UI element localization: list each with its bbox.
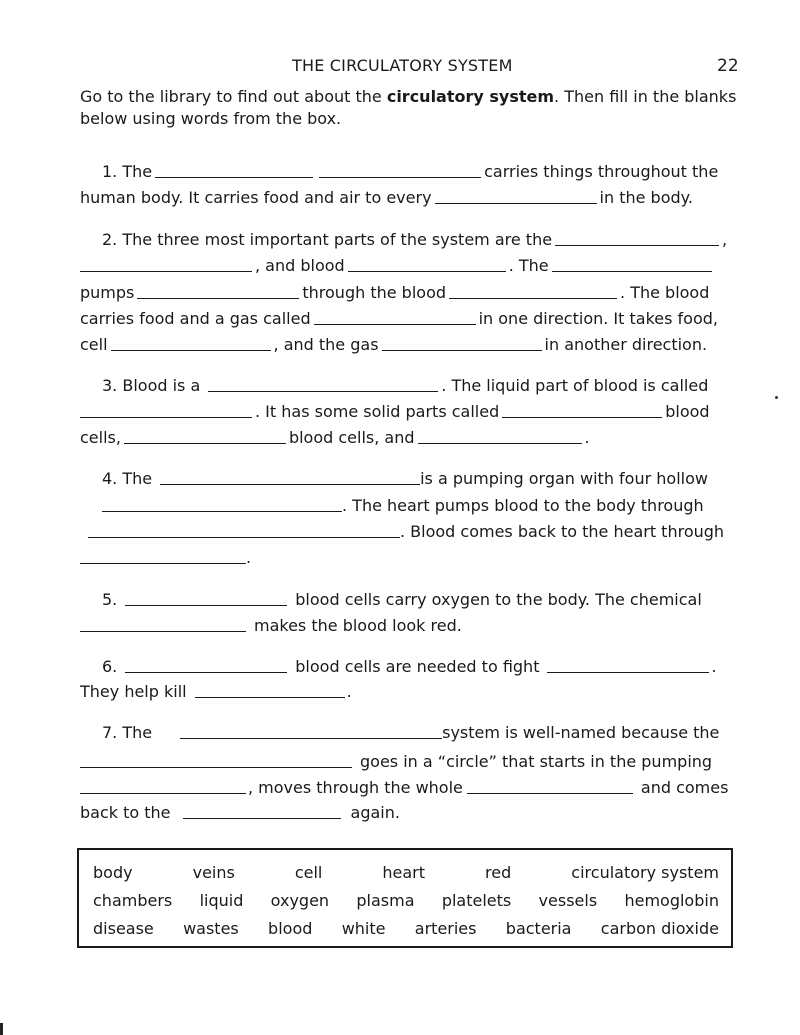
question-6-line-2 xyxy=(80,677,740,701)
answer-blank[interactable] xyxy=(208,375,438,392)
answer-blank[interactable] xyxy=(382,334,542,351)
question-4-line-1 xyxy=(80,464,740,488)
answer-blank[interactable] xyxy=(80,547,246,564)
q6-text: They help kill xyxy=(80,682,187,701)
answer-blank[interactable] xyxy=(467,777,633,794)
q2-text: in another direction. xyxy=(544,335,708,354)
question-1-line-1 xyxy=(80,157,740,181)
word-bank-row-2 xyxy=(93,887,719,913)
q2-text: through the blood xyxy=(302,283,447,302)
word-bank-word: oxygen xyxy=(270,890,330,910)
q2-text: cell xyxy=(80,335,108,354)
q7-text: and comes xyxy=(640,778,729,797)
question-2-line-1 xyxy=(80,225,740,249)
q2-text: , and blood xyxy=(255,256,345,275)
question-2-line-3 xyxy=(80,278,740,302)
page-number: 22 xyxy=(717,56,739,76)
q3-text: blood cells, and xyxy=(288,428,415,447)
q7-text: , moves through the whole xyxy=(248,778,463,797)
word-bank-word: blood xyxy=(268,918,313,938)
answer-blank[interactable] xyxy=(502,401,662,418)
answer-blank[interactable] xyxy=(314,308,476,325)
q5-text: makes the blood look red. xyxy=(254,616,462,635)
answer-blank[interactable] xyxy=(160,468,420,485)
q3-text: . The liquid part of blood is called xyxy=(441,376,709,395)
q2-text: pumps xyxy=(80,283,135,302)
answer-blank[interactable] xyxy=(125,589,287,606)
question-7-line-2 xyxy=(80,747,740,771)
word-bank-word: white xyxy=(341,918,386,938)
question-3-line-1 xyxy=(80,371,740,395)
q3-text: 3. Blood is a xyxy=(102,376,201,395)
answer-blank[interactable] xyxy=(555,229,719,246)
word-bank-word: carbon dioxide xyxy=(600,918,719,938)
instructions-keyword: circulatory system xyxy=(386,87,555,106)
answer-blank[interactable] xyxy=(552,255,712,272)
q3-text: . xyxy=(584,428,590,447)
word-bank-row-3 xyxy=(93,915,719,941)
q6-text: . xyxy=(711,657,717,676)
answer-blank[interactable] xyxy=(183,802,341,819)
q2-text: , xyxy=(722,230,728,249)
question-6-line-1 xyxy=(80,652,740,676)
q2-text: in one direction. It takes food, xyxy=(478,309,718,328)
word-bank-word: plasma xyxy=(356,890,415,910)
q6-text: . xyxy=(346,682,352,701)
word-bank-word: body xyxy=(93,862,133,882)
answer-blank[interactable] xyxy=(180,722,442,739)
answer-blank[interactable] xyxy=(80,751,352,768)
instructions xyxy=(80,86,740,130)
q2-text: . The xyxy=(508,256,549,275)
answer-blank[interactable] xyxy=(137,282,299,299)
q6-text: blood cells are needed to fight xyxy=(295,657,540,676)
word-bank-word: disease xyxy=(93,918,154,938)
scan-speck xyxy=(775,396,778,399)
word-bank-word: wastes xyxy=(183,918,239,938)
question-5-line-2 xyxy=(80,611,740,635)
answer-blank[interactable] xyxy=(319,161,481,178)
q7-text: system is well-named because the xyxy=(442,723,720,742)
answer-blank[interactable] xyxy=(111,334,271,351)
instructions-text-end: . Then fill in the blanks below using words from the box. xyxy=(80,87,737,128)
q1-text: human body. It carries food and air to every xyxy=(80,188,432,207)
word-bank-row-1 xyxy=(93,859,719,885)
q2-text: 2. The three most important parts of the system are the xyxy=(102,230,553,249)
q2-text: , and the gas xyxy=(273,335,379,354)
answer-blank[interactable] xyxy=(102,495,342,512)
q4-text: is a pumping organ with four hollow xyxy=(420,469,708,488)
question-1-line-2 xyxy=(80,183,740,207)
answer-blank[interactable] xyxy=(195,681,345,698)
answer-blank[interactable] xyxy=(125,656,287,673)
word-bank-word: veins xyxy=(192,862,235,882)
q4-text: . Blood comes back to the heart through xyxy=(400,522,725,541)
q4-text: . xyxy=(246,548,252,567)
question-7-line-3 xyxy=(80,773,740,797)
q2-text: carries food and a gas called xyxy=(80,309,311,328)
q7-text: again. xyxy=(350,803,400,822)
instructions-text-start: Go to the library to find out about the xyxy=(80,87,387,106)
question-4-line-4 xyxy=(80,543,740,567)
q3-text: . It has some solid parts called xyxy=(255,402,500,421)
word-bank-word: circulatory system xyxy=(571,862,719,882)
answer-blank[interactable] xyxy=(155,161,313,178)
answer-blank[interactable] xyxy=(449,282,617,299)
word-bank-box xyxy=(77,848,733,948)
word-bank-word: vessels xyxy=(538,890,598,910)
word-bank-word: arteries xyxy=(414,918,477,938)
question-2-line-5 xyxy=(80,330,740,354)
q3-text: cells, xyxy=(80,428,121,447)
answer-blank[interactable] xyxy=(80,255,252,272)
q1-text: in the body. xyxy=(599,188,693,207)
question-5-line-1 xyxy=(80,585,740,609)
word-bank-word: platelets xyxy=(441,890,512,910)
word-bank-word: cell xyxy=(294,862,323,882)
q3-text: blood xyxy=(665,402,710,421)
answer-blank[interactable] xyxy=(418,427,582,444)
scan-edge-mark xyxy=(0,1023,3,1035)
question-7-line-1 xyxy=(80,718,740,742)
q4-text: 4. The xyxy=(102,469,153,488)
q4-text: . The heart pumps blood to the body through xyxy=(342,496,704,515)
question-2-line-4 xyxy=(80,304,740,328)
answer-blank[interactable] xyxy=(80,615,246,632)
answer-blank[interactable] xyxy=(124,427,286,444)
q2-text: . The blood xyxy=(620,283,710,302)
question-2-line-2 xyxy=(80,251,740,275)
q7-text: 7. The xyxy=(102,723,153,742)
q7-text: back to the xyxy=(80,803,171,822)
answer-blank[interactable] xyxy=(435,187,597,204)
q5-text: blood cells carry oxygen to the body. The chemical xyxy=(295,590,702,609)
word-bank-word: bacteria xyxy=(505,918,572,938)
page-title: THE CIRCULATORY SYSTEM xyxy=(292,56,513,75)
page-header xyxy=(0,56,800,80)
word-bank-word: chambers xyxy=(93,890,173,910)
word-bank-word: hemoglobin xyxy=(624,890,719,910)
q1-text: carries things throughout the xyxy=(484,162,719,181)
answer-blank[interactable] xyxy=(80,777,246,794)
answer-blank[interactable] xyxy=(348,255,506,272)
q1-text: 1. The xyxy=(102,162,153,181)
answer-blank[interactable] xyxy=(88,521,400,538)
word-bank-word: heart xyxy=(382,862,426,882)
answer-blank[interactable] xyxy=(80,401,252,418)
question-4-line-2 xyxy=(80,491,740,515)
answer-blank[interactable] xyxy=(547,656,709,673)
word-bank-word: red xyxy=(485,862,512,882)
word-bank-word: liquid xyxy=(199,890,244,910)
question-3-line-2 xyxy=(80,397,740,421)
q6-text: 6. xyxy=(102,657,118,676)
question-7-line-4 xyxy=(80,798,740,822)
question-3-line-3 xyxy=(80,423,740,447)
question-4-line-3 xyxy=(80,517,740,541)
q5-text: 5. xyxy=(102,590,118,609)
q7-text: goes in a “circle” that starts in the pumping xyxy=(360,752,713,771)
